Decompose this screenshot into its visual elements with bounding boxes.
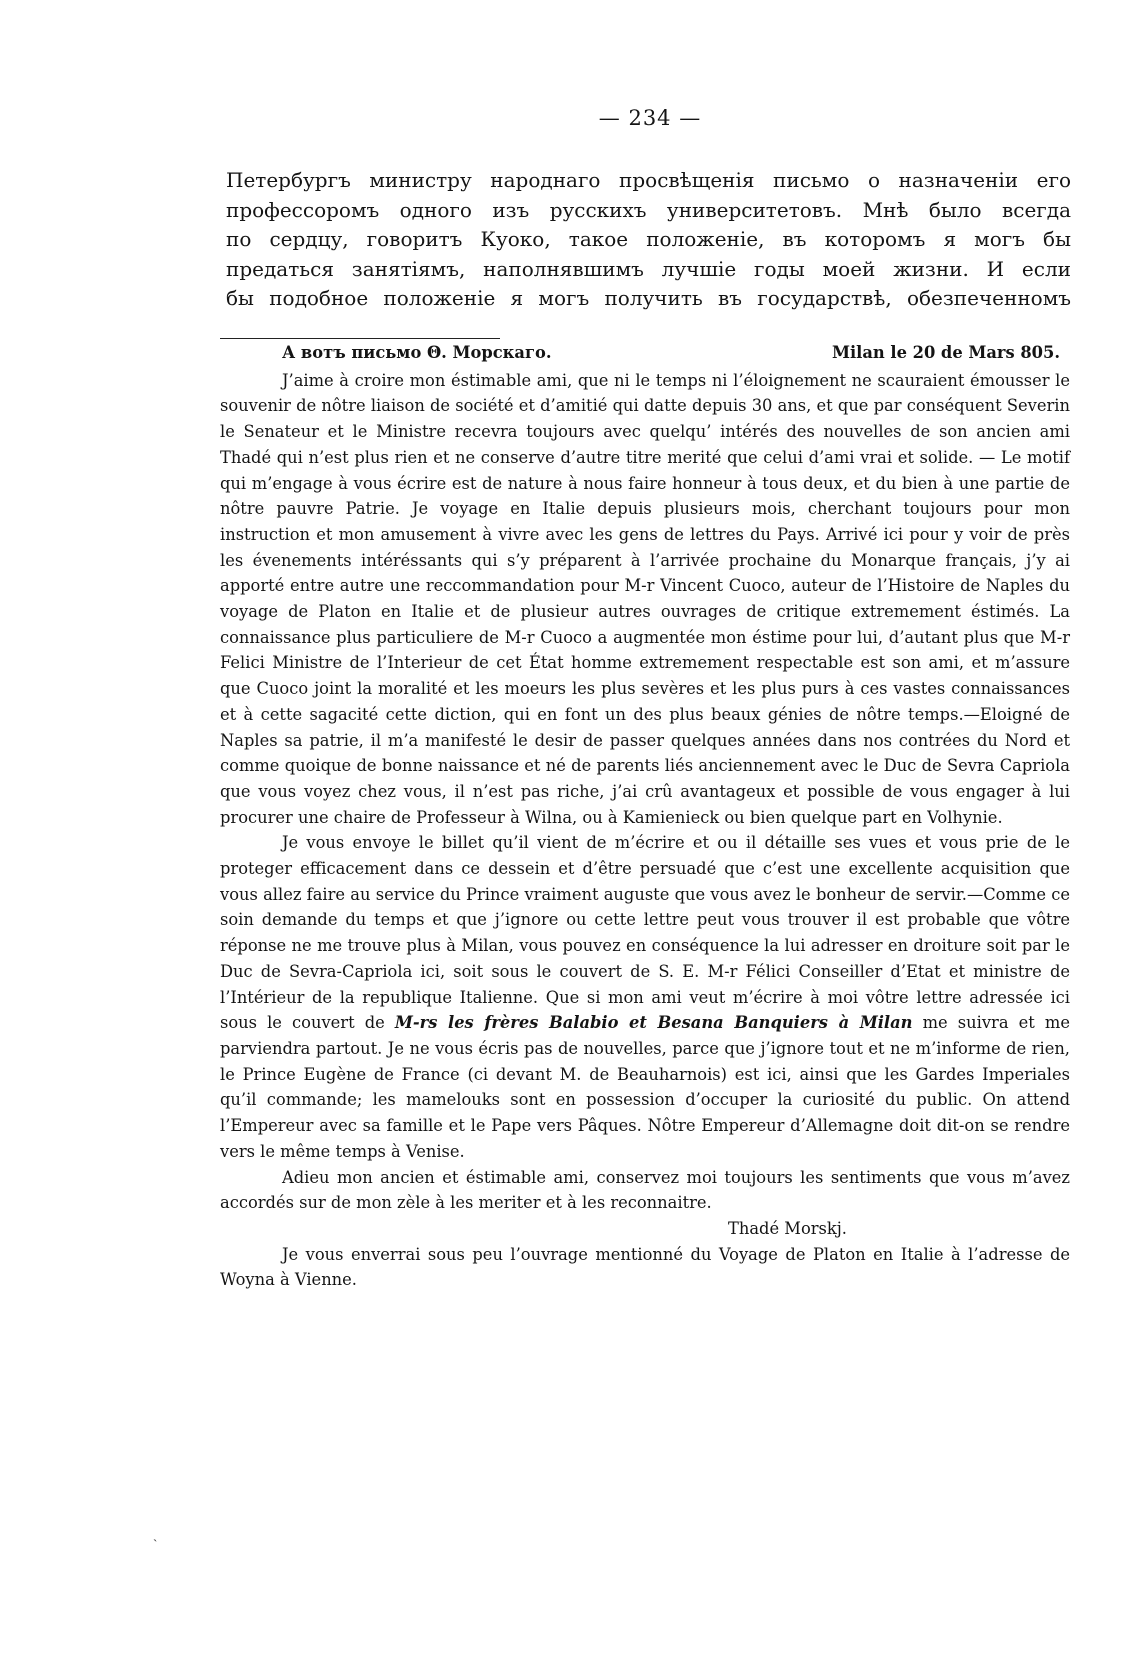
- footnote-letter: [220, 340, 1070, 1293]
- footnote-heading: [220, 340, 1070, 366]
- paragraph-text: Je vous envoye le billet qu’il vient de m’écrire et ou il détaille ses vues et vous prie de le proteger efficacement dans ce dessein et d’être persuadé que c’est une excellente acquisition que vous allez faire au service du Prince vraiment auguste que vous avez le bonheur de servir.—Comme ce soin demande du temps et que j’ignore ou cette lettre peut vous trouver il est probable que vôtre réponse ne me trouve plus à Milan, vous pouvez en conséquence la lui adresser en droiture soit par le Duc de Sevra-Capriola ici, soit sous le couvert de S. E. M-r Félici Conseiller d’Etat et ministre de l’Intérieur de la republique Italienne. Que si mon ami veut m’écrire à moi vôtre lettre adressée ici sous le couvert de: [220, 833, 1070, 1033]
- text-line: предаться занятіямъ, наполнявшимъ лучшіе годы моей жизни. И если: [226, 256, 1071, 281]
- footnote-rule: [220, 338, 500, 339]
- text-line: Петербургъ министру народнаго просвѣщенія письмо о назначеніи его: [226, 168, 1071, 192]
- letter-paragraph: J’aime à croire mon éstimable ami, que ni le temps ni l’éloignement ne scauraient émousser le souvenir de nôtre liaison de société et d’amitié qui datte depuis 30 ans, et que par conséquent Severin le Senateur et le Ministre recevra toujours avec quelqu’ intérés des nouvelles de son ancien ami Thadé qui n’est plus rien et ne conserve d’autre titre merité que celui d’ami vrai et solide. — Le motif qui m’engage à vous écrire est de nature à nous faire honneur à tous deux, et du bien à une partie de nôtre pauvre Patrie. Je voyage en Italie depuis plusieurs mois, cherchant toujours pour mon instruction et mon amusement à vivre avec les gens de lettres du Pays. Arrivé ici pour y voir de près les évenements intéréssants qui s’y préparent à l’arrivée prochaine du Monarque français, j’y ai apporté entre autre une reccommandation pour M-r Vincent Cuoco, auteur de l’Histoire de Naples du voyage de Platon en Italie et de plusieur autres ouvrages de critique extremement éstimés. La connaissance plus particuliere de M-r Cuoco a augmentée mon éstime pour lui, d’autant plus que M-r Felici Ministre de l’Interieur de cet État homme extremement respectable est son ami, et m’assure que Cuoco joint la moralité et les moeurs les plus sevères et les plus purs à ces vastes connaissances et à cette sagacité cette diction, qui en font un des plus beaux génies de nôtre temps.—Eloigné de Naples sa patrie, il m’a manifesté le desir de passer quelques années dans nos contrées du Nord et comme quoique de bonne naissance et né de parents liés anciennement avec le Duc de Sevra Capriola que vous voyez chez vous, il n’est pas riche, j’ai crû avantageux et possible de vous engager à lui procurer une chaire de Professeur à Wilna, ou à Kamienieck ou bien quelque part en Volhynie.: [220, 370, 1070, 827]
- text-line: профессоромъ одного изъ русскихъ университетовъ. Мнѣ было всегда: [226, 197, 1071, 222]
- russian-body-text: [226, 166, 1071, 314]
- footnote-heading-left: А вотъ письмо Θ. Морскаго.: [282, 343, 552, 362]
- letter-date: Milan le 20 de Mars 805.: [831, 343, 1060, 362]
- text-line: по сердцу, говоритъ Куоко, такое положеніе, въ которомъ я могъ бы: [226, 227, 1071, 252]
- italic-address: M-rs les frères Balabio et Besana Banquiers à Milan: [394, 1013, 913, 1033]
- letter-paragraph: [220, 830, 1070, 1164]
- paragraph-text: me suivra et me parviendra partout. Je ne vous écris pas de nouvelles, parce que j’ignore tout et ne m’informe de rien, le Prince Eugène de France (ci devant M. de Beauharnois) est ici, ainsi que les Gardes Imperiales qu’il commande; les mamelouks sont en possession d’occuper la curiosité du public. On attend l’Empereur avec sa famille et le Pape vers Pâques. Nôtre Empereur d’Allemagne doit dit-on se rendre vers le même temps à Venise.: [220, 1013, 1070, 1161]
- stray-mark-icon: ˎ: [153, 1528, 158, 1543]
- signature: Thadé Morskj.: [728, 1218, 847, 1238]
- page-number: — 234 —: [598, 106, 702, 130]
- postscript: Je vous enverrai sous peu l’ouvrage mentionné du Voyage de Platon en Italie à l’adresse de Woyna à Vienne.: [220, 1244, 1070, 1290]
- letter-paragraph: Adieu mon ancien et éstimable ami, conservez moi toujours les sentiments que vous m’avez accordés sur de mon zèle à les meriter et à les reconnaitre.: [220, 1167, 1070, 1213]
- text-line: бы подобное положеніе я могъ получить въ государствѣ, обезпеченномъ: [226, 286, 1071, 311]
